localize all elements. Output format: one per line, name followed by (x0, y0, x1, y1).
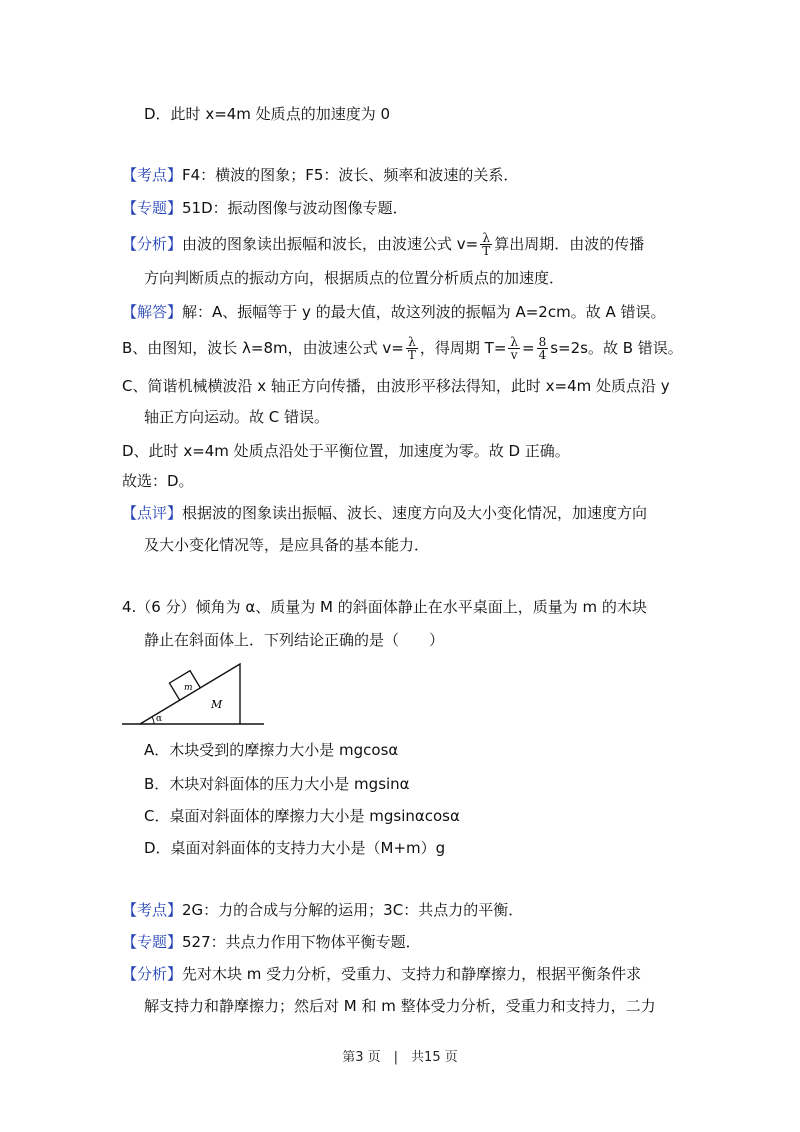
fraction-lambda-over-T (480, 232, 492, 257)
fraction-numerator: λ (510, 335, 518, 349)
zhuanti-text: 527：共点力作用下物体平衡专题． (182, 933, 421, 951)
q4-fenxi-line1 (122, 964, 641, 984)
q3-jieda-line4: 轴正方向运动。故 C 错误。 (144, 408, 330, 426)
q3-jieda-line2 (122, 336, 683, 361)
zhuanti-tag: 【专题】 (122, 199, 183, 217)
q4-kaodian (122, 900, 523, 920)
fraction-denominator: T (482, 244, 491, 258)
q3-jieda-line3: C、简谐机械横波沿 x 轴正方向传播，由波形平移法得知，此时 x=4m 处质点沿 y (122, 377, 670, 395)
jieda-tag: 【解答】 (122, 303, 183, 321)
q4-option-b: B．木块对斜面体的压力大小是 mgsinα (144, 775, 410, 793)
q3-zhuanti (122, 198, 408, 218)
fenxi-text: 先对木块 m 受力分析，受重力、支持力和静摩擦力，根据平衡条件求 (182, 965, 642, 983)
q3-kaodian (122, 165, 518, 185)
zhuanti-tag: 【专题】 (122, 933, 183, 951)
fraction-numerator: 8 (538, 335, 547, 349)
fraction-8-over-4 (537, 336, 549, 361)
q4-option-c: C．桌面对斜面体的摩擦力大小是 mgsinαcosα (144, 807, 460, 825)
fraction-lambda-over-T (406, 336, 418, 361)
fraction-denominator: T (407, 348, 416, 362)
fenxi-tag: 【分析】 (122, 235, 183, 253)
q4-stem-line1: 4.（6 分）倾角为 α、质量为 M 的斜面体静止在水平桌面上，质量为 m 的木块 (122, 598, 647, 616)
angle-label-alpha: α (156, 714, 163, 724)
q4-zhuanti (122, 932, 421, 952)
q3-option-d: D．此时 x=4m 处质点的加速度为 0 (144, 105, 390, 123)
q4-option-d: D．桌面对斜面体的支持力大小是（M+m）g (144, 839, 446, 857)
kaodian-text: F4：横波的图象；F5：波长、频率和波速的关系． (182, 166, 519, 184)
q3-jieda-line5: D、此时 x=4m 处质点沿处于平衡位置，加速度为零。故 D 正确。 (122, 442, 570, 460)
incline-label-M: M (211, 698, 223, 711)
q3-jieda-line6: 故选：D。 (122, 472, 194, 490)
dianping-tag: 【点评】 (122, 504, 183, 522)
incline-figure (118, 660, 268, 730)
q3-fenxi-line2: 方向判断质点的振动方向，根据质点的位置分析质点的加速度． (144, 269, 565, 287)
jieda-b-text-a: B、由图知，波长 λ=8m，由波速公式 v= (122, 339, 404, 357)
zhuanti-text: 51D：振动图像与波动图像专题． (182, 199, 408, 217)
jieda-text: 解：A、振幅等于 y 的最大值，故这列波的振幅为 A=2cm。故 A 错误。 (182, 303, 666, 321)
kaodian-text: 2G：力的合成与分解的运用；3C：共点力的平衡． (182, 901, 524, 919)
q3-jieda-line1 (122, 302, 666, 322)
kaodian-tag: 【考点】 (122, 901, 183, 919)
fraction-lambda-over-v (508, 336, 520, 361)
dianping-text: 根据波的图象读出振幅、波长、速度方向及大小变化情况，加速度方向 (182, 504, 648, 522)
page-footer: 第3 页 | 共15 页 (342, 1050, 458, 1065)
kaodian-tag: 【考点】 (122, 166, 183, 184)
q4-option-a: A．木块受到的摩擦力大小是 mgcosα (144, 741, 399, 759)
fraction-numerator: λ (480, 232, 492, 245)
fraction-denominator: 4 (538, 348, 547, 362)
q4-stem-line2: 静止在斜面体上．下列结论正确的是（ ） (144, 631, 445, 649)
jieda-b-text-b: ，得周期 T= (419, 339, 507, 357)
fenxi-text-b: 算出周期．由波的传播 (494, 235, 645, 253)
fenxi-tag: 【分析】 (122, 965, 183, 983)
fenxi-text-a: 由波的图象读出振幅和波长，由波速公式 v= (182, 235, 479, 253)
q3-fenxi-line1 (122, 232, 644, 257)
q3-dianping-line2: 及大小变化情况等，是应具备的基本能力． (144, 536, 430, 554)
q3-dianping-line1 (122, 503, 647, 523)
jieda-b-text-c: = (522, 339, 535, 357)
block-label-m: m (184, 683, 193, 693)
fraction-numerator: λ (406, 336, 418, 349)
q4-fenxi-line2: 解支持力和静摩擦力；然后对 M 和 m 整体受力分析，受重力和支持力，二力 (144, 997, 656, 1015)
angle-arc (152, 717, 154, 724)
fraction-denominator: v (510, 348, 518, 362)
jieda-b-text-d: s=2s。故 B 错误。 (550, 339, 683, 357)
